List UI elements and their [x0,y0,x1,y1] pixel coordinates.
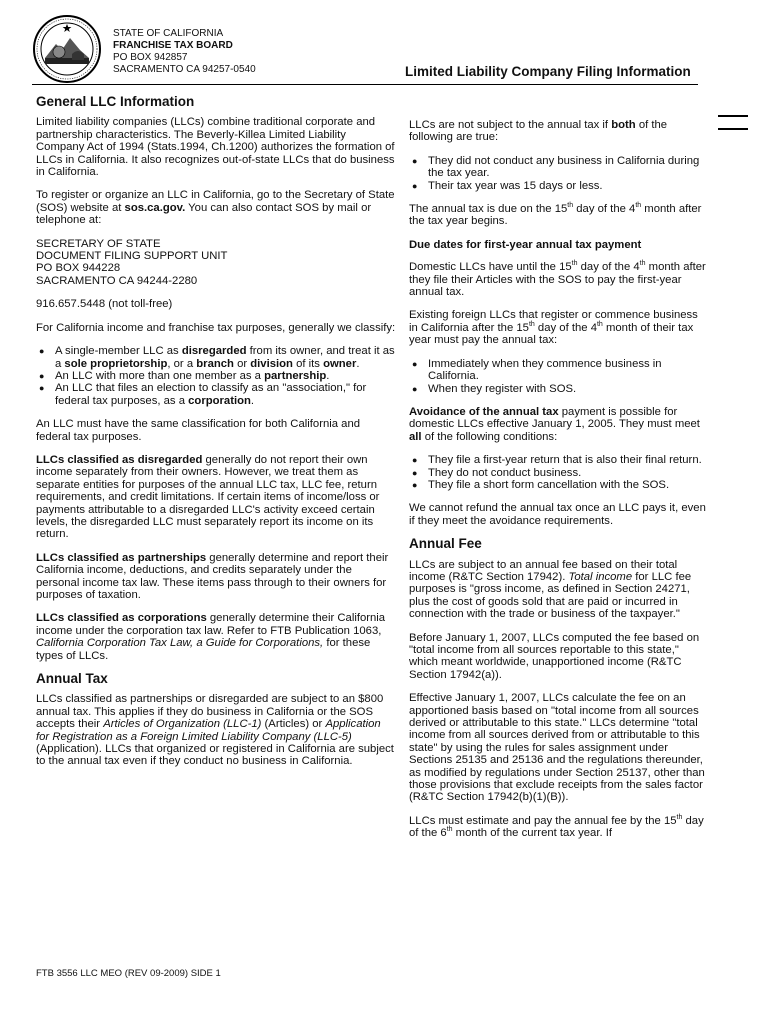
list-item: ● They did not conduct any business in California during the tax year. [409,155,709,180]
agency-name: FRANCHISE TAX BOARD [113,40,233,51]
state-seal-logo [32,14,102,84]
paragraph: LLCs classified as partnerships generally determine and report their California income, deductions, and credits separately under the personal income tax law. These items pass through to their owners for purposes of taxation. [36,551,389,601]
paragraph: LLCs are subject to an annual fee based on their total income (R&TC Section 17942). Total income for LLC fee purposes is "gross income, as defined in Section 24271, plus the cost of goods sold that are paid or incurred in connection with the trade or business of the taxpayer." [409,558,692,621]
list-item: ● An LLC that files an election to classify as an "association," for federal tax purposes, as a corporation. [36,382,396,407]
paragraph: An LLC must have the same classification for both California and federal tax purposes. [36,418,361,443]
sos-phone: 916.657.5448 (not toll-free) [36,298,173,311]
paragraph: LLCs classified as disregarded generally do not report their own income separately from their owners. However, we treat them as separate entities for purposes of the annual LLC tax, LLC fee, return requirements, and credit limitations. If certain items of income/loss or payments attributable to a disregarded LLC's activity exceed certain levels, the disregarded LLC must separately report its income on its return. [36,453,380,541]
paragraph: To register or organize an LLC in California, go to the Secretary of State (SOS) website at sos.ca.gov. You can also contact SOS by mail or telephone at: [36,189,395,227]
paragraph: Limited liability companies (LLCs) combine traditional corporate and partnership characteristics. The Beverly-Killea Limited Liability Company Act of 1994 (Stats.1994, Ch.1200) authorizes the formation of LLCs in California. It also recognizes out-of-state LLCs that do business in California. [36,116,395,179]
paragraph: LLCs must estimate and pay the annual fee by the 15th day of the 6th month of the current tax year. If [409,814,704,840]
paragraph: Avoidance of the annual tax payment is possible for domestic LLCs effective January 1, 2005. They must meet all of the following conditions: [409,405,700,443]
list-item: ● They file a short form cancellation with the SOS. [409,479,709,491]
paragraph: The annual tax is due on the 15th day of the 4th month after the tax year begins. [409,202,702,228]
form-title: Limited Liability Company Filing Information [405,64,691,79]
list-item: ● A single-member LLC as disregarded from its owner, and treat it as a sole proprietorship, or a branch or division of its owner. [36,345,396,370]
agency-pobox: PO BOX 942857 [113,52,188,63]
avoidance-list [409,454,709,491]
paragraph: Domestic LLCs have until the 15th day of the 4th month after they file their Articles with the SOS to pay the first-year annual tax. [409,260,706,299]
left-column [36,96,396,779]
sos-website-link[interactable]: sos.ca.gov. [124,201,186,214]
paragraph: LLCs classified as corporations generally determine their California income under the corporation tax law. Refer to FTB Publication 1063, California Corporation Tax Law, a Guide for Corporations, for these types of LLCs. [36,612,386,662]
section-heading-annual-tax: Annual Tax [36,671,108,687]
section-heading-general: General LLC Information [36,94,195,109]
paragraph: Before January 1, 2007, LLCs computed the fee based on "total income from all sources reportable to this state," which meant worldwide, unapportioned income (R&TC Section 17942(a)). [409,631,700,681]
list-item: ● When they register with SOS. [409,383,709,395]
paragraph: Effective January 1, 2007, LLCs calculate the fee on an apportioned basis based on "total income from all sources derived or attributable to this state." LLCs determine "total income from all sources derived from or attributable to this state" by using the rules for sales assignment under Sections 25135 and 25136 and the regulations thereunder, as modified by regulations under Section 25137, other than those provisions that exclude receipts from the sales factor (R&TC Section 17942(b)(1)(B)). [409,692,705,804]
subheading-due-dates: Due dates for first-year annual tax payment [409,238,642,251]
foreign-llc-list [409,358,709,395]
agency-city: SACRAMENTO CA 94257-0540 [113,64,256,75]
list-item: ● An LLC with more than one member as a partnership. [36,370,396,382]
exemption-list [409,155,709,192]
right-column [409,119,709,851]
paragraph: LLCs are not subject to the annual tax if both of the following are true: [409,119,668,144]
paragraph: LLCs classified as partnerships or disregarded are subject to an $800 annual tax. This applies if they do business in California or the SOS accepts their Articles of Organization (LLC-1) (Articles) or Application for Registration as a Foreign Limited Liability Company (LLC-5) (Application). LLCs that organized or registered in California are subject to the annual tax even if they conduct no business in California. [36,693,394,768]
agency-address [113,28,256,76]
paragraph: For California income and franchise tax purposes, generally we classify: [36,321,396,334]
form-footer: FTB 3556 LLC MEO (REV 09-2009) SIDE 1 [36,968,221,979]
margin-mark [718,115,748,117]
agency-state: STATE OF CALIFORNIA [113,28,224,39]
header-rule [32,84,698,85]
list-item: ● They file a first-year return that is also their final return. [409,454,709,466]
margin-mark [718,128,748,130]
classification-list [36,345,396,407]
paragraph: Existing foreign LLCs that register or commence business in California after the 15th day of the 4th month of their tax year must pay the annual tax: [409,309,698,347]
sos-address: SECRETARY OF STATE DOCUMENT FILING SUPPORT UNIT PO BOX 944228 SACRAMENTO CA 94244-2280 [36,237,228,287]
section-heading-annual-fee: Annual Fee [409,536,482,552]
list-item: ● Immediately when they commence business in California. [409,358,709,383]
paragraph: We cannot refund the annual tax once an LLC pays it, even if they meet the avoidance requirements. [409,502,706,527]
list-item: ● They do not conduct business. [409,467,709,479]
list-item: ● Their tax year was 15 days or less. [409,180,709,192]
